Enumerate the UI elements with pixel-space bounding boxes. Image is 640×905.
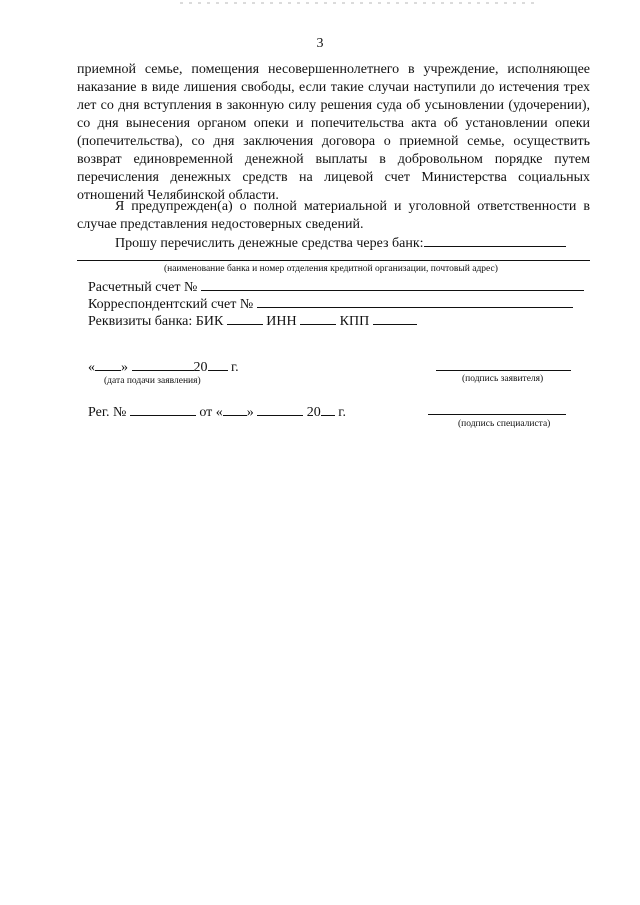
bank-name-underline[interactable]: [77, 260, 590, 261]
applicant-signature-caption: (подпись заявителя): [462, 374, 544, 384]
bank-request-line: [115, 233, 566, 253]
correspondent-account-label: Корреспондентский счет №: [88, 297, 254, 312]
settlement-account-field[interactable]: [201, 277, 584, 291]
kpp-label: КПП: [339, 314, 370, 329]
scan-noise: [180, 2, 540, 4]
date-close-quote: »: [121, 360, 128, 375]
bik-field[interactable]: [227, 311, 263, 325]
year-prefix: 20: [193, 360, 208, 375]
inn-field[interactable]: [300, 311, 336, 325]
obligation-paragraph: приемной семье, помещения несовершеннолетнего в учреждение, исполняющее наказание в виде лишения свободы, если такие случаи наступили до истечения трех лет со дня вступления в законную силу решения суда об усыновлении (удочерении), со дня вынесения органом опеки и попечительства акта об установлении опеки (попечительства), со дня заключения договора о приемной семье, осуществить возврат единовременной денежной выплаты в добровольном порядке путем перечисления денежных средств на лицевой счет Министерства социальных отношений Челябинской области.: [77, 62, 590, 203]
registration-from: от «: [199, 405, 223, 420]
specialist-signature-caption: (подпись специалиста): [458, 419, 551, 429]
settlement-account-label: Расчетный счет №: [88, 280, 198, 295]
registration-year-suffix: г.: [338, 405, 346, 420]
registration-year-field[interactable]: [321, 402, 335, 416]
inn-label: ИНН: [266, 314, 297, 329]
kpp-field[interactable]: [373, 311, 417, 325]
application-day-field[interactable]: [95, 357, 121, 371]
application-date-caption: (дата подачи заявления): [104, 376, 201, 386]
bank-details-line: [88, 311, 417, 331]
registration-number-field[interactable]: [130, 402, 196, 416]
liability-warning-paragraph: Я предупрежден(а) о полной материальной и уголовной ответственности в случае представления недостоверных сведений.: [77, 199, 590, 232]
bank-request-text: Прошу перечислить денежные средства через банк:: [115, 236, 424, 251]
registration-line: [88, 402, 346, 422]
registration-day-field[interactable]: [223, 402, 247, 416]
year-suffix: г.: [231, 360, 239, 375]
application-month-field[interactable]: [132, 357, 194, 371]
bank-name-field[interactable]: [424, 233, 566, 247]
specialist-signature-line[interactable]: [428, 414, 566, 415]
page-number: 3: [316, 36, 324, 51]
date-open-quote: «: [88, 360, 95, 375]
registration-month-field[interactable]: [257, 402, 303, 416]
bank-details-label: Реквизиты банка:: [88, 314, 193, 329]
registration-year-prefix: 20: [306, 405, 321, 420]
applicant-signature-line[interactable]: [436, 370, 571, 371]
registration-close-quote: »: [246, 405, 254, 420]
application-date-line: [88, 357, 239, 377]
registration-label: Рег. №: [88, 405, 127, 420]
bank-name-caption: (наименование банка и номер отделения кредитной организации, почтовый адрес): [164, 264, 498, 274]
application-year-field[interactable]: [208, 357, 228, 371]
correspondent-account-field[interactable]: [257, 294, 573, 308]
bik-label: БИК: [195, 314, 224, 329]
